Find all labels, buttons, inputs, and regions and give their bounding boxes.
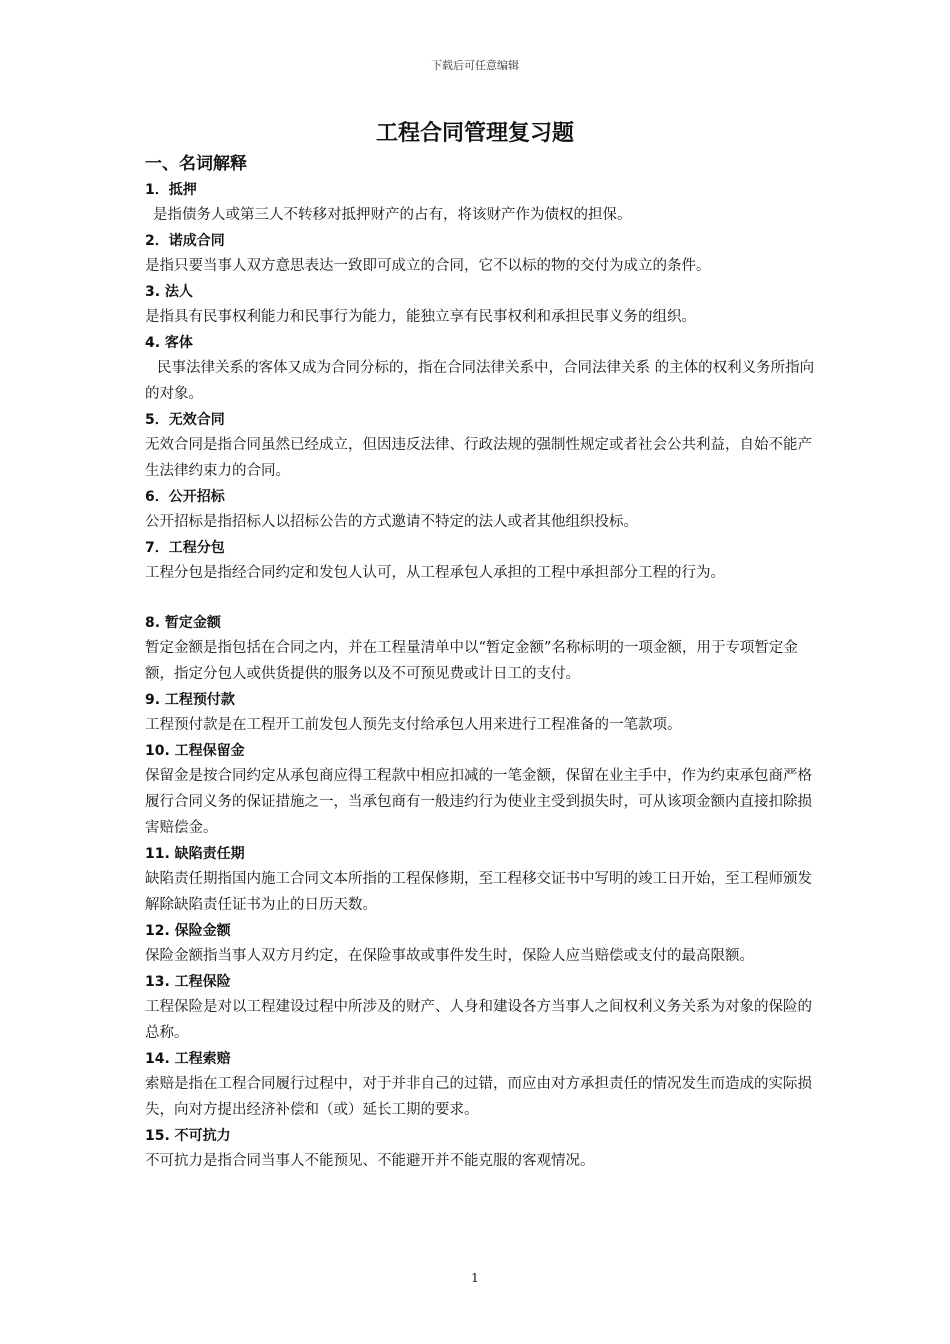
term-heading: 8. 暂定金额 <box>145 615 221 631</box>
term-heading: 6．公开招标 <box>145 489 225 505</box>
term-definition: 保留金是按合同约定从承包商应得工程款中相应扣减的一笔金额，保留在业主手中，作为约束承包商严格履行合同义务的保证措施之一，当承包商有一般违约行为使业主受到损失时，可从该项金额内直接扣除损害赔偿金。 <box>145 768 812 836</box>
term-definition: 无效合同是指合同虽然已经成立，但因违反法律、行政法规的强制性规定或者社会公共利益，自始不能产生法律约束力的合同。 <box>145 437 812 479</box>
term-definition: 是指债务人或第三人不转移对抵押财产的占有，将该财产作为债权的担保。 <box>153 207 632 223</box>
term-definition: 是指具有民事权利能力和民事行为能力，能独立享有民事权利和承担民事义务的组织。 <box>145 309 696 325</box>
term-definition: 不可抗力是指合同当事人不能预见、不能避开并不能克服的客观情况。 <box>145 1153 595 1169</box>
spacer <box>145 587 817 611</box>
term-heading: 12. 保险金额 <box>145 923 231 939</box>
term-definition: 民事法律关系的客体又成为合同分标的，指在合同法律关系中，合同法律关系 的主体的权利义务所指向的对象。 <box>145 360 815 402</box>
term-heading: 13. 工程保险 <box>145 974 231 990</box>
term-definition: 暂定金额是指包括在合同之内，并在工程量清单中以“暂定金额”名称标明的一项金额，用于专项暂定金额，指定分包人或供货提供的服务以及不可预见费或计日工的支付。 <box>145 640 798 682</box>
term-definition: 是指只要当事人双方意思表达一致即可成立的合同，它不以标的物的交付为成立的条件。 <box>145 258 711 274</box>
term-heading: 1．抵押 <box>145 182 197 198</box>
term-heading: 5．无效合同 <box>145 412 225 428</box>
term-heading: 4. 客体 <box>145 335 193 351</box>
document-body <box>145 150 817 1175</box>
term-definition: 公开招标是指招标人以招标公告的方式邀请不特定的法人或者其他组织投标。 <box>145 514 638 530</box>
term-definition: 保险金额指当事人双方月约定，在保险事故或事件发生时，保险人应当赔偿或支付的最高限额。 <box>145 948 754 964</box>
term-definition: 工程分包是指经合同约定和发包人认可，从工程承包人承担的工程中承担部分工程的行为。 <box>145 565 725 581</box>
term-heading: 9. 工程预付款 <box>145 692 235 708</box>
section-heading: 一、名词解释 <box>145 154 247 174</box>
page-number: 1 <box>471 1271 479 1285</box>
term-heading: 15. 不可抗力 <box>145 1128 231 1144</box>
term-heading: 10. 工程保留金 <box>145 743 245 759</box>
term-definition: 工程保险是对以工程建设过程中所涉及的财产、人身和建设各方当事人之间权利义务关系为对象的保险的总称。 <box>145 999 812 1041</box>
term-heading: 2．诺成合同 <box>145 233 225 249</box>
term-definition: 索赔是指在工程合同履行过程中，对于并非自己的过错，而应由对方承担责任的情况发生而造成的实际损失，向对方提出经济补偿和（或）延长工期的要求。 <box>145 1076 812 1118</box>
term-heading: 14. 工程索赔 <box>145 1051 231 1067</box>
term-definition: 工程预付款是在工程开工前发包人预先支付给承包人用来进行工程准备的一笔款项。 <box>145 717 682 733</box>
header-note: 下载后可任意编辑 <box>431 59 519 72</box>
term-definition: 缺陷责任期指国内施工合同文本所指的工程保修期，至工程移交证书中写明的竣工日开始，至工程师颁发解除缺陷责任证书为止的日历天数。 <box>145 871 812 913</box>
term-heading: 3. 法人 <box>145 284 193 300</box>
term-heading: 7．工程分包 <box>145 540 225 556</box>
term-heading: 11. 缺陷责任期 <box>145 846 245 862</box>
document-title: 工程合同管理复习题 <box>375 121 574 146</box>
